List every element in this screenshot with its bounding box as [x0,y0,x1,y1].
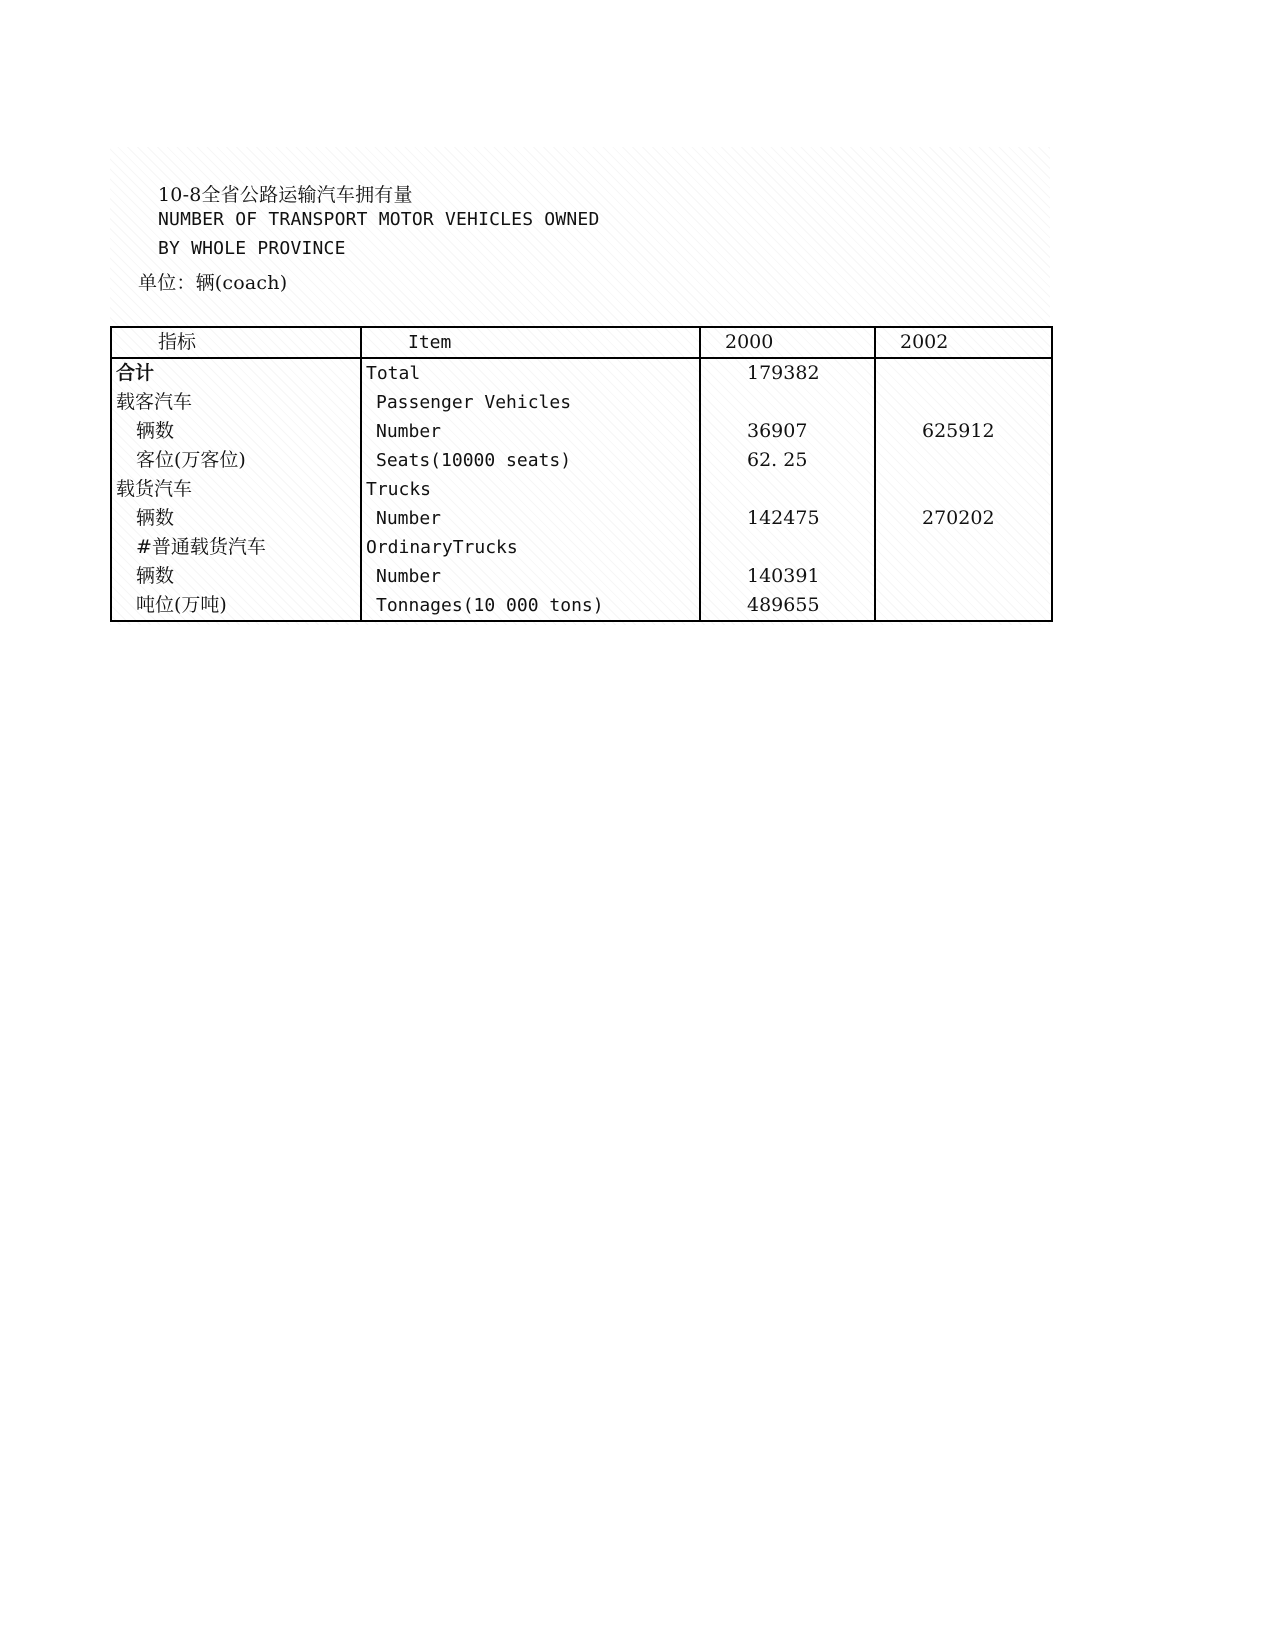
cell-item-en: Trucks [361,475,700,504]
cell-indicator-cn: 辆数 [111,562,361,591]
table-row [111,504,1052,533]
cell-value-2002 [875,475,1052,504]
table-row [111,417,1052,446]
header-year-2000: 2000 [700,327,875,358]
cell-indicator-cn: 客位(万客位) [111,446,361,475]
header-item-en: Item [361,327,700,358]
cell-item-en: Number [361,504,700,533]
cell-item-en: Seats(10000 seats) [361,446,700,475]
cell-indicator-cn: 吨位(万吨) [111,591,361,621]
cell-value-2002: 270202 [875,504,1052,533]
table-title-english-line2: BY WHOLE PROVINCE [158,238,346,259]
cell-value-2002 [875,446,1052,475]
cell-indicator-cn: #普通载货汽车 [111,533,361,562]
cell-item-en: Total [361,358,700,388]
table-row [111,358,1052,388]
table-row [111,533,1052,562]
cell-value-2000 [700,475,875,504]
cell-indicator-cn: 辆数 [111,504,361,533]
table-title-chinese: 10-8全省公路运输汽车拥有量 [158,184,413,206]
unit-label: 单位：辆(coach) [138,272,288,294]
spreadsheet-page [110,147,1050,625]
cell-item-en: Passenger Vehicles [361,388,700,417]
cell-value-2002 [875,358,1052,388]
cell-value-2002 [875,533,1052,562]
table-title-english-line1: NUMBER OF TRANSPORT MOTOR VEHICLES OWNED [158,209,600,230]
cell-value-2000: 36907 [700,417,875,446]
data-table [110,326,1053,622]
cell-indicator-cn: 合计 [111,358,361,388]
cell-item-en: Number [361,417,700,446]
table-row [111,562,1052,591]
cell-indicator-cn: 载货汽车 [111,475,361,504]
cell-item-en: Number [361,562,700,591]
table-body [111,358,1052,621]
cell-value-2000: 179382 [700,358,875,388]
table-row [111,475,1052,504]
cell-item-en: Tonnages(10 000 tons) [361,591,700,621]
cell-value-2000 [700,388,875,417]
header-row [111,327,1052,358]
cell-value-2002: 625912 [875,417,1052,446]
cell-value-2002 [875,591,1052,621]
table-row [111,388,1052,417]
cell-value-2000: 489655 [700,591,875,621]
table-row [111,446,1052,475]
cell-indicator-cn: 辆数 [111,417,361,446]
cell-value-2002 [875,388,1052,417]
cell-value-2000: 142475 [700,504,875,533]
table-row [111,591,1052,621]
header-year-2002: 2002 [875,327,1052,358]
cell-value-2002 [875,562,1052,591]
cell-value-2000 [700,533,875,562]
cell-item-en: OrdinaryTrucks [361,533,700,562]
cell-value-2000: 140391 [700,562,875,591]
cell-value-2000: 62. 25 [700,446,875,475]
cell-indicator-cn: 载客汽车 [111,388,361,417]
header-indicator-cn: 指标 [111,327,361,358]
